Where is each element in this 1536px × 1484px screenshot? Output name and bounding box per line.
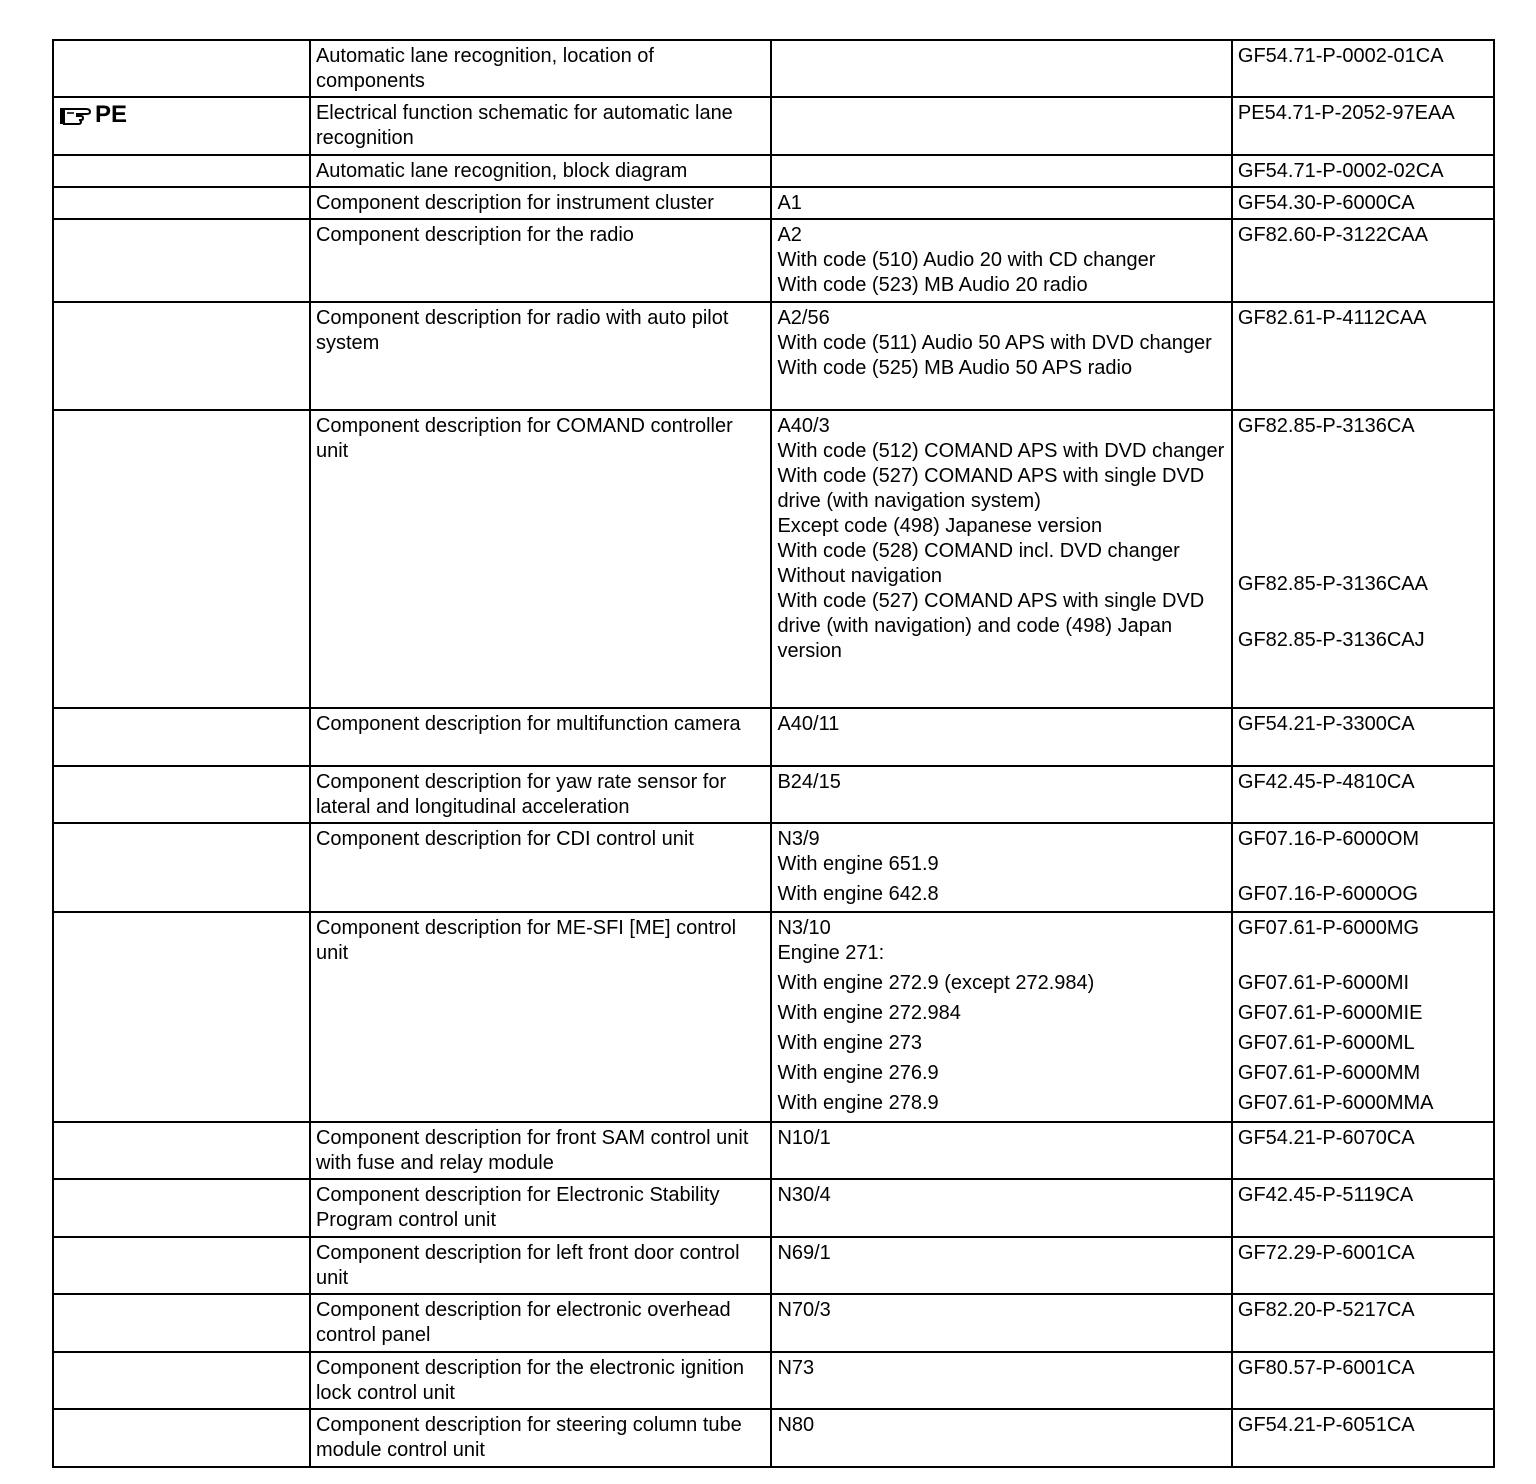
marker-cell <box>53 40 310 97</box>
code-note: With code (510) Audio 20 with CD changer <box>777 249 1156 271</box>
component-code: B24/15 <box>777 771 841 793</box>
code-cell <box>771 187 1231 219</box>
code-note: Except code (498) Japanese version <box>777 515 1103 537</box>
description-cell: Component description for the radio <box>310 219 771 302</box>
code-cell <box>771 1179 1231 1237</box>
table-row <box>53 1179 1494 1237</box>
reference-cell <box>1232 823 1494 912</box>
reference-cell <box>1232 1237 1494 1294</box>
marker-cell <box>53 1237 310 1294</box>
table-row <box>53 410 1494 708</box>
code-note: With code (527) COMAND APS with single DVD drive (with navigation system) <box>777 465 1205 512</box>
table-row <box>53 40 1494 97</box>
component-code: N10/1 <box>777 1127 831 1149</box>
pe-marker <box>59 101 304 129</box>
reference-cell <box>1232 766 1494 823</box>
description-cell: Component description for yaw rate sensor for lateral and longitudinal acceleration <box>310 766 771 823</box>
table-row <box>53 1294 1494 1352</box>
table-row <box>53 1122 1494 1179</box>
marker-cell <box>53 708 310 766</box>
code-cell <box>771 1294 1231 1352</box>
reference-cell <box>1232 912 1494 1122</box>
document-reference[interactable]: GF07.16-P-6000OM <box>1237 828 1420 850</box>
code-note: With code (523) MB Audio 20 radio <box>777 274 1088 296</box>
code-note: With engine 272.984 <box>777 1002 961 1024</box>
description-cell: Automatic lane recognition, block diagram <box>310 155 771 187</box>
document-reference[interactable]: GF07.61-P-6000MI <box>1237 972 1410 994</box>
marker-cell <box>53 97 310 155</box>
description-cell: Component description for COMAND controller unit <box>310 410 771 708</box>
code-cell <box>771 1409 1231 1467</box>
marker-cell <box>53 187 310 219</box>
reference-cell <box>1232 1409 1494 1467</box>
code-cell <box>771 912 1231 1122</box>
component-code: N80 <box>777 1414 815 1436</box>
reference-cell <box>1232 410 1494 708</box>
code-note: With engine 642.8 <box>777 883 939 905</box>
description-cell: Component description for multifunction camera <box>310 708 771 766</box>
marker-cell <box>53 1352 310 1409</box>
code-cell <box>771 155 1231 187</box>
marker-cell <box>53 1179 310 1237</box>
reference-cell <box>1232 187 1494 219</box>
table-row <box>53 1409 1494 1467</box>
reference-cell <box>1232 302 1494 410</box>
table-row <box>53 708 1494 766</box>
code-cell <box>771 219 1231 302</box>
component-code: A40/3 <box>777 415 830 437</box>
table-row <box>53 766 1494 823</box>
description-cell: Component description for Electronic Stability Program control unit <box>310 1179 771 1237</box>
description-cell: Component description for left front door control unit <box>310 1237 771 1294</box>
table-row <box>53 823 1494 912</box>
component-code: A1 <box>777 192 802 214</box>
code-note: With engine 276.9 <box>777 1062 939 1084</box>
marker-cell <box>53 410 310 708</box>
table-row <box>53 1237 1494 1294</box>
code-cell <box>771 302 1231 410</box>
code-note: With code (527) COMAND APS with single DVD drive (with navigation) and code (498) Japan version <box>777 590 1205 662</box>
document-reference[interactable]: GF07.61-P-6000MMA <box>1237 1092 1434 1114</box>
document-reference[interactable]: GF07.61-P-6000MG <box>1237 917 1420 939</box>
reference-cell <box>1232 219 1494 302</box>
description-cell: Component description for radio with auto pilot system <box>310 302 771 410</box>
code-cell <box>771 1237 1231 1294</box>
reference-cell <box>1232 1294 1494 1352</box>
reference-cell <box>1232 40 1494 97</box>
reference-cell <box>1232 708 1494 766</box>
reference-cell <box>1232 1179 1494 1237</box>
table-row <box>53 219 1494 302</box>
code-note: Without navigation <box>777 565 942 587</box>
component-code: N70/3 <box>777 1299 831 1321</box>
marker-cell <box>53 766 310 823</box>
component-code: A2/56 <box>777 307 830 329</box>
code-note: With engine 278.9 <box>777 1092 939 1114</box>
pointing-hand-icon <box>59 104 91 126</box>
table-row <box>53 97 1494 155</box>
reference-cell <box>1232 97 1494 155</box>
document-reference[interactable]: GF42.45-P-4810CA <box>1237 771 1415 793</box>
table-row <box>53 155 1494 187</box>
code-cell <box>771 708 1231 766</box>
code-note: With engine 272.9 (except 272.984) <box>777 972 1095 994</box>
code-note: With code (528) COMAND incl. DVD changer <box>777 540 1180 562</box>
document-reference[interactable]: GF54.21-P-6051CA <box>1237 1414 1415 1436</box>
document-reference[interactable]: GF07.61-P-6000MIE <box>1237 1002 1423 1024</box>
pe-label: PE <box>95 101 128 128</box>
marker-cell <box>53 1294 310 1352</box>
description-cell: Component description for ME-SFI [ME] control unit <box>310 912 771 1122</box>
code-cell <box>771 97 1231 155</box>
document-reference[interactable]: GF07.61-P-6000ML <box>1237 1032 1415 1054</box>
document-reference[interactable]: GF54.71-P-0002-02CA <box>1237 160 1444 182</box>
document-reference[interactable]: GF54.21-P-3300CA <box>1237 713 1415 735</box>
document-reference[interactable]: GF54.21-P-6070CA <box>1237 1127 1415 1149</box>
document-reference[interactable]: GF82.85-P-3136CA <box>1237 415 1415 437</box>
code-note: With code (525) MB Audio 50 APS radio <box>777 357 1133 379</box>
code-cell <box>771 823 1231 912</box>
code-cell <box>771 766 1231 823</box>
document-reference[interactable]: GF54.30-P-6000CA <box>1237 192 1415 214</box>
code-cell <box>771 40 1231 97</box>
component-code: N73 <box>777 1357 815 1379</box>
document-reference[interactable]: GF72.29-P-6001CA <box>1237 1242 1415 1264</box>
reference-cell <box>1232 155 1494 187</box>
document-reference[interactable]: GF82.20-P-5217CA <box>1237 1299 1415 1321</box>
description-cell: Component description for electronic overhead control panel <box>310 1294 771 1352</box>
document-reference[interactable]: GF42.45-P-5119CA <box>1237 1184 1414 1206</box>
component-code: N69/1 <box>777 1242 831 1264</box>
marker-cell <box>53 1122 310 1179</box>
description-cell: Component description for steering column tube module control unit <box>310 1409 771 1467</box>
description-cell: Component description for the electronic ignition lock control unit <box>310 1352 771 1409</box>
code-note: Engine 271: <box>777 942 885 964</box>
marker-cell <box>53 219 310 302</box>
document-reference[interactable]: GF07.16-P-6000OG <box>1237 883 1418 905</box>
marker-cell <box>53 912 310 1122</box>
code-note: With engine 273 <box>777 1032 922 1054</box>
code-cell <box>771 410 1231 708</box>
component-code: A40/11 <box>777 713 840 735</box>
component-code: A2 <box>777 224 802 246</box>
description-cell: Component description for front SAM control unit with fuse and relay module <box>310 1122 771 1179</box>
description-cell: Component description for CDI control unit <box>310 823 771 912</box>
document-reference[interactable]: GF54.71-P-0002-01CA <box>1237 45 1444 67</box>
component-code: N3/9 <box>777 828 820 850</box>
code-cell <box>771 1352 1231 1409</box>
code-note: With code (512) COMAND APS with DVD changer <box>777 440 1225 462</box>
description-cell: Electrical function schematic for automatic lane recognition <box>310 97 771 155</box>
reference-table <box>52 39 1495 1468</box>
code-note: With code (511) Audio 50 APS with DVD changer <box>777 332 1212 354</box>
code-note: With engine 651.9 <box>777 853 939 875</box>
document-reference[interactable]: GF82.85-P-3136CAA <box>1237 573 1428 595</box>
document-reference[interactable]: GF82.60-P-3122CAA <box>1237 224 1428 246</box>
reference-cell <box>1232 1122 1494 1179</box>
table-row <box>53 187 1494 219</box>
component-code: N30/4 <box>777 1184 831 1206</box>
reference-cell <box>1232 1352 1494 1409</box>
code-cell <box>771 1122 1231 1179</box>
marker-cell <box>53 823 310 912</box>
marker-cell <box>53 155 310 187</box>
document-reference[interactable]: GF82.61-P-4112CAA <box>1237 307 1427 329</box>
description-cell: Component description for instrument cluster <box>310 187 771 219</box>
document-reference[interactable]: GF80.57-P-6001CA <box>1237 1357 1415 1379</box>
document-reference[interactable]: GF07.61-P-6000MM <box>1237 1062 1421 1084</box>
description-cell: Automatic lane recognition, location of components <box>310 40 771 97</box>
document-reference[interactable]: PE54.71-P-2052-97EAA <box>1237 102 1455 124</box>
component-code: N3/10 <box>777 917 831 939</box>
marker-cell <box>53 1409 310 1467</box>
document-reference[interactable]: GF82.85-P-3136CAJ <box>1237 629 1425 651</box>
table-row <box>53 912 1494 1122</box>
table-row <box>53 1352 1494 1409</box>
marker-cell <box>53 302 310 410</box>
table-row <box>53 302 1494 410</box>
